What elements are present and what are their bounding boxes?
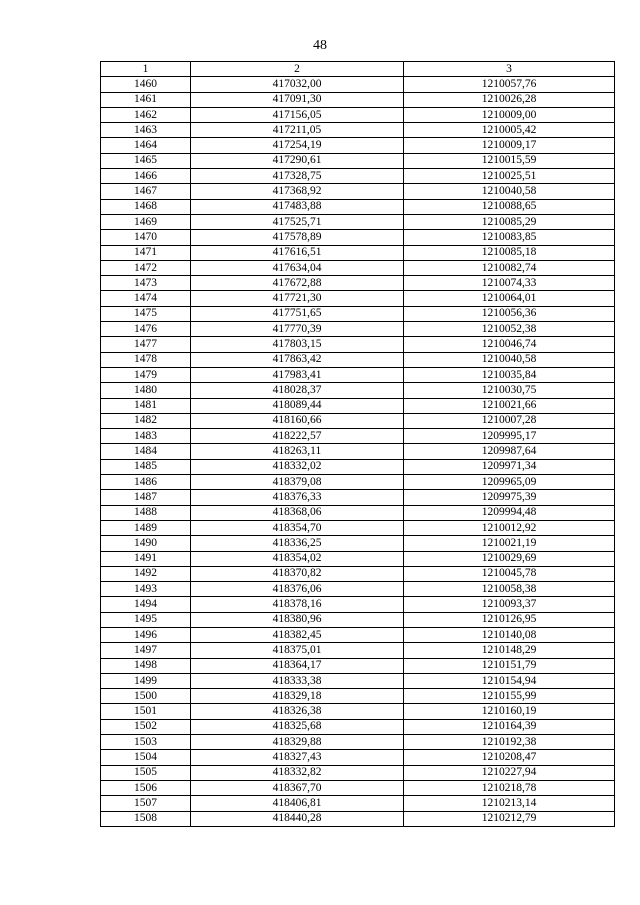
x-coordinate-cell: 417634,04: [191, 260, 404, 275]
table-row: [101, 520, 615, 535]
table-row: [101, 367, 615, 382]
y-coordinate-cell: 1210046,74: [404, 337, 615, 352]
point-number-cell: 1490: [101, 536, 191, 551]
x-coordinate-cell: 418376,33: [191, 490, 404, 505]
x-coordinate-cell: 417483,88: [191, 199, 404, 214]
y-coordinate-cell: 1210208,47: [404, 750, 615, 765]
point-number-cell: 1503: [101, 735, 191, 750]
point-number-cell: 1504: [101, 750, 191, 765]
point-number-cell: 1494: [101, 597, 191, 612]
x-coordinate-cell: 417032,00: [191, 77, 404, 92]
table-row: [101, 276, 615, 291]
point-number-cell: 1463: [101, 123, 191, 138]
table-row: [101, 322, 615, 337]
point-number-cell: 1492: [101, 566, 191, 581]
table-row: [101, 169, 615, 184]
y-coordinate-cell: 1210005,42: [404, 123, 615, 138]
table-row: [101, 184, 615, 199]
y-coordinate-cell: 1210085,18: [404, 245, 615, 260]
table-row: [101, 413, 615, 428]
point-number-cell: 1499: [101, 673, 191, 688]
table-row: [101, 796, 615, 811]
x-coordinate-cell: 418354,02: [191, 551, 404, 566]
x-coordinate-cell: 418375,01: [191, 643, 404, 658]
y-coordinate-cell: 1210021,19: [404, 536, 615, 551]
point-number-cell: 1475: [101, 306, 191, 321]
y-coordinate-cell: 1210218,78: [404, 780, 615, 795]
point-number-cell: 1485: [101, 459, 191, 474]
table-row: [101, 260, 615, 275]
x-coordinate-cell: 417616,51: [191, 245, 404, 260]
x-coordinate-cell: 418329,88: [191, 735, 404, 750]
table-row: [101, 673, 615, 688]
x-coordinate-cell: 418327,43: [191, 750, 404, 765]
y-coordinate-cell: 1210056,36: [404, 306, 615, 321]
y-coordinate-cell: 1210085,29: [404, 214, 615, 229]
table-row: [101, 536, 615, 551]
point-number-cell: 1491: [101, 551, 191, 566]
table-row: [101, 505, 615, 520]
y-coordinate-cell: 1210040,58: [404, 184, 615, 199]
y-coordinate-cell: 1210064,01: [404, 291, 615, 306]
point-number-cell: 1460: [101, 77, 191, 92]
x-coordinate-cell: 418379,08: [191, 475, 404, 490]
y-coordinate-cell: 1209987,64: [404, 444, 615, 459]
y-coordinate-cell: 1209971,34: [404, 459, 615, 474]
table-row: [101, 352, 615, 367]
y-coordinate-cell: 1210126,95: [404, 612, 615, 627]
x-coordinate-cell: 418368,06: [191, 505, 404, 520]
table-row: [101, 780, 615, 795]
y-coordinate-cell: 1210030,75: [404, 383, 615, 398]
y-coordinate-cell: 1210058,38: [404, 582, 615, 597]
point-number-cell: 1502: [101, 719, 191, 734]
x-coordinate-cell: 417156,05: [191, 107, 404, 122]
point-number-cell: 1484: [101, 444, 191, 459]
point-number-cell: 1497: [101, 643, 191, 658]
table-row: [101, 689, 615, 704]
point-number-cell: 1472: [101, 260, 191, 275]
y-coordinate-cell: 1210052,38: [404, 322, 615, 337]
coordinates-table: [100, 61, 615, 827]
point-number-cell: 1478: [101, 352, 191, 367]
table-row: [101, 582, 615, 597]
point-number-cell: 1489: [101, 520, 191, 535]
y-coordinate-cell: 1210015,59: [404, 153, 615, 168]
point-number-cell: 1493: [101, 582, 191, 597]
point-number-cell: 1507: [101, 796, 191, 811]
point-number-cell: 1468: [101, 199, 191, 214]
point-number-cell: 1461: [101, 92, 191, 107]
x-coordinate-cell: 417254,19: [191, 138, 404, 153]
point-number-cell: 1471: [101, 245, 191, 260]
point-number-cell: 1496: [101, 627, 191, 642]
x-coordinate-cell: 418370,82: [191, 566, 404, 581]
x-coordinate-cell: 418332,82: [191, 765, 404, 780]
x-coordinate-cell: 417328,75: [191, 169, 404, 184]
y-coordinate-cell: 1210029,69: [404, 551, 615, 566]
y-coordinate-cell: 1210009,17: [404, 138, 615, 153]
x-coordinate-cell: 418378,16: [191, 597, 404, 612]
table-row: [101, 490, 615, 505]
x-coordinate-cell: 417863,42: [191, 352, 404, 367]
y-coordinate-cell: 1210007,28: [404, 413, 615, 428]
x-coordinate-cell: 417211,05: [191, 123, 404, 138]
x-coordinate-cell: 418222,57: [191, 429, 404, 444]
table-header: [101, 62, 615, 77]
y-coordinate-cell: 1210012,92: [404, 520, 615, 535]
y-coordinate-cell: 1210227,94: [404, 765, 615, 780]
table-row: [101, 153, 615, 168]
table-row: [101, 704, 615, 719]
table-row: [101, 429, 615, 444]
point-number-cell: 1482: [101, 413, 191, 428]
point-number-cell: 1476: [101, 322, 191, 337]
table-row: [101, 566, 615, 581]
y-coordinate-cell: 1210148,29: [404, 643, 615, 658]
x-coordinate-cell: 418354,70: [191, 520, 404, 535]
table-row: [101, 719, 615, 734]
point-number-cell: 1495: [101, 612, 191, 627]
y-coordinate-cell: 1210192,38: [404, 735, 615, 750]
point-number-cell: 1462: [101, 107, 191, 122]
x-coordinate-cell: 417803,15: [191, 337, 404, 352]
y-coordinate-cell: 1209975,39: [404, 490, 615, 505]
table-row: [101, 107, 615, 122]
table-row: [101, 459, 615, 474]
point-number-cell: 1477: [101, 337, 191, 352]
y-coordinate-cell: 1210140,08: [404, 627, 615, 642]
point-number-cell: 1487: [101, 490, 191, 505]
x-coordinate-cell: 418440,28: [191, 811, 404, 826]
x-coordinate-cell: 418364,17: [191, 658, 404, 673]
x-coordinate-cell: 417983,41: [191, 367, 404, 382]
y-coordinate-cell: 1210151,79: [404, 658, 615, 673]
x-coordinate-cell: 418380,96: [191, 612, 404, 627]
y-coordinate-cell: 1209965,09: [404, 475, 615, 490]
y-coordinate-cell: 1209995,17: [404, 429, 615, 444]
table-row: [101, 597, 615, 612]
table-row: [101, 337, 615, 352]
point-number-cell: 1479: [101, 367, 191, 382]
point-number-cell: 1498: [101, 658, 191, 673]
table-row: [101, 475, 615, 490]
x-coordinate-cell: 417368,92: [191, 184, 404, 199]
y-coordinate-cell: 1210088,65: [404, 199, 615, 214]
y-coordinate-cell: 1210164,39: [404, 719, 615, 734]
table-row: [101, 398, 615, 413]
x-coordinate-cell: 417770,39: [191, 322, 404, 337]
table-row: [101, 383, 615, 398]
table-row: [101, 230, 615, 245]
y-coordinate-cell: 1210155,99: [404, 689, 615, 704]
x-coordinate-cell: 418028,37: [191, 383, 404, 398]
table-row: [101, 92, 615, 107]
column-header-1: 1: [101, 62, 191, 77]
y-coordinate-cell: 1210021,66: [404, 398, 615, 413]
point-number-cell: 1474: [101, 291, 191, 306]
table-row: [101, 612, 615, 627]
table-row: [101, 811, 615, 826]
y-coordinate-cell: 1210045,78: [404, 566, 615, 581]
table-row: [101, 77, 615, 92]
y-coordinate-cell: 1210026,28: [404, 92, 615, 107]
x-coordinate-cell: 417525,71: [191, 214, 404, 229]
y-coordinate-cell: 1210160,19: [404, 704, 615, 719]
x-coordinate-cell: 417721,30: [191, 291, 404, 306]
y-coordinate-cell: 1210040,58: [404, 352, 615, 367]
y-coordinate-cell: 1210083,85: [404, 230, 615, 245]
point-number-cell: 1467: [101, 184, 191, 199]
x-coordinate-cell: 418160,66: [191, 413, 404, 428]
x-coordinate-cell: 418376,06: [191, 582, 404, 597]
point-number-cell: 1501: [101, 704, 191, 719]
x-coordinate-cell: 418329,18: [191, 689, 404, 704]
table-row: [101, 643, 615, 658]
y-coordinate-cell: 1210035,84: [404, 367, 615, 382]
point-number-cell: 1465: [101, 153, 191, 168]
x-coordinate-cell: 418325,68: [191, 719, 404, 734]
table-row: [101, 750, 615, 765]
point-number-cell: 1466: [101, 169, 191, 184]
x-coordinate-cell: 417091,30: [191, 92, 404, 107]
point-number-cell: 1473: [101, 276, 191, 291]
table-row: [101, 214, 615, 229]
point-number-cell: 1464: [101, 138, 191, 153]
x-coordinate-cell: 417751,65: [191, 306, 404, 321]
table-row: [101, 444, 615, 459]
y-coordinate-cell: 1210154,94: [404, 673, 615, 688]
point-number-cell: 1505: [101, 765, 191, 780]
y-coordinate-cell: 1210093,37: [404, 597, 615, 612]
point-number-cell: 1486: [101, 475, 191, 490]
point-number-cell: 1480: [101, 383, 191, 398]
x-coordinate-cell: 418333,38: [191, 673, 404, 688]
table-row: [101, 138, 615, 153]
y-coordinate-cell: 1210074,33: [404, 276, 615, 291]
point-number-cell: 1469: [101, 214, 191, 229]
x-coordinate-cell: 418367,70: [191, 780, 404, 795]
y-coordinate-cell: 1210009,00: [404, 107, 615, 122]
point-number-cell: 1488: [101, 505, 191, 520]
y-coordinate-cell: 1210082,74: [404, 260, 615, 275]
x-coordinate-cell: 418263,11: [191, 444, 404, 459]
x-coordinate-cell: 418089,44: [191, 398, 404, 413]
y-coordinate-cell: 1210057,76: [404, 77, 615, 92]
y-coordinate-cell: 1210213,14: [404, 796, 615, 811]
table-row: [101, 658, 615, 673]
x-coordinate-cell: 418336,25: [191, 536, 404, 551]
y-coordinate-cell: 1210212,79: [404, 811, 615, 826]
table-row: [101, 765, 615, 780]
table-row: [101, 627, 615, 642]
x-coordinate-cell: 417578,89: [191, 230, 404, 245]
point-number-cell: 1470: [101, 230, 191, 245]
x-coordinate-cell: 418326,38: [191, 704, 404, 719]
x-coordinate-cell: 418382,45: [191, 627, 404, 642]
column-header-2: 2: [191, 62, 404, 77]
x-coordinate-cell: 417290,61: [191, 153, 404, 168]
point-number-cell: 1508: [101, 811, 191, 826]
table-body: [101, 77, 615, 827]
x-coordinate-cell: 418332,02: [191, 459, 404, 474]
table-row: [101, 306, 615, 321]
point-number-cell: 1483: [101, 429, 191, 444]
table-row: [101, 291, 615, 306]
table-row: [101, 245, 615, 260]
x-coordinate-cell: 417672,88: [191, 276, 404, 291]
table-row: [101, 123, 615, 138]
point-number-cell: 1500: [101, 689, 191, 704]
point-number-cell: 1506: [101, 780, 191, 795]
point-number-cell: 1481: [101, 398, 191, 413]
column-header-3: 3: [404, 62, 615, 77]
x-coordinate-cell: 418406,81: [191, 796, 404, 811]
table-row: [101, 551, 615, 566]
table-row: [101, 735, 615, 750]
header-row: [101, 62, 615, 77]
y-coordinate-cell: 1209994,48: [404, 505, 615, 520]
page-number: 48: [313, 38, 327, 53]
table-row: [101, 199, 615, 214]
y-coordinate-cell: 1210025,51: [404, 169, 615, 184]
